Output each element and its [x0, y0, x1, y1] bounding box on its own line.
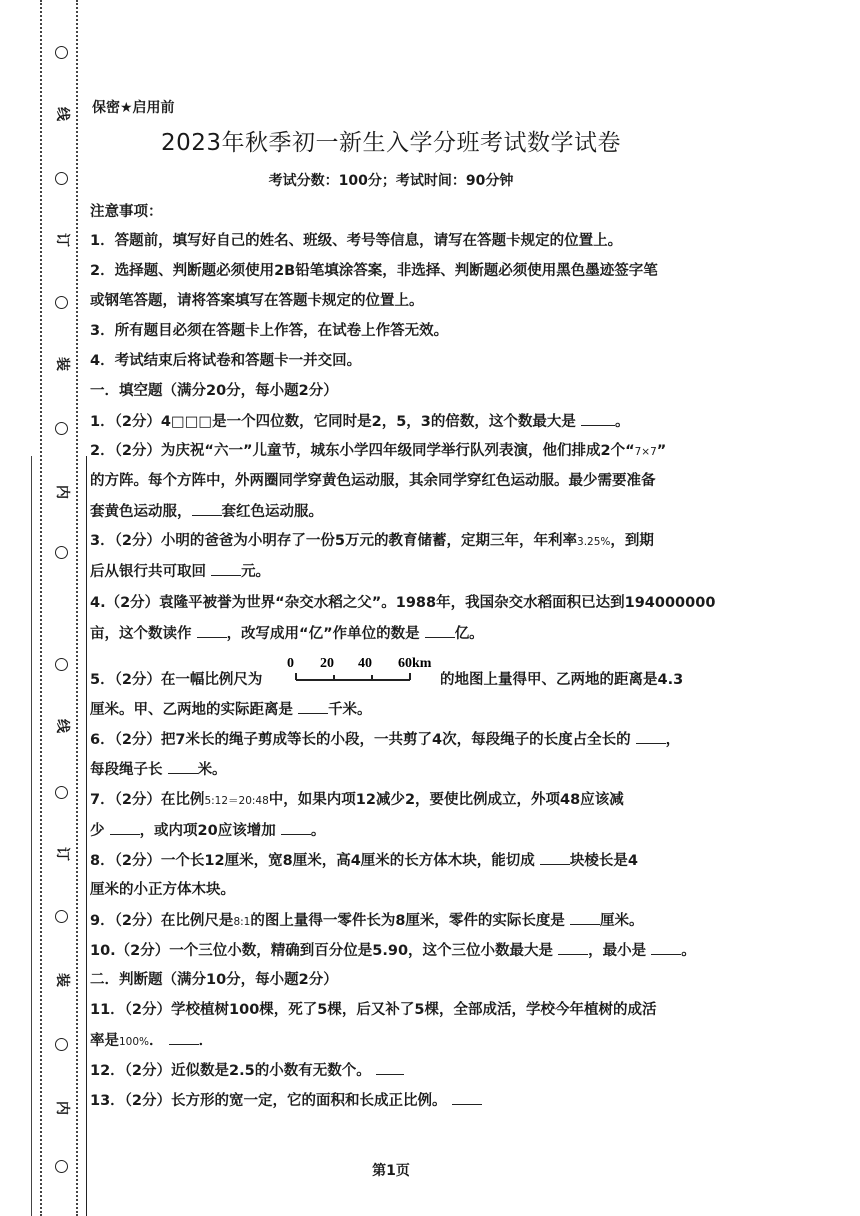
note-item: 2．选择题、判断题必须使用2B铅笔填涂答案，非选择、判断题必须使用黑色墨迹签字笔 — [90, 263, 658, 279]
note-item: 4．考试结束后将试卷和答题卡一并交回。 — [90, 353, 362, 369]
question-math: 7×7 — [634, 446, 657, 458]
question-text: 少 — [90, 823, 105, 839]
answer-blank[interactable] — [651, 940, 681, 955]
question-4: 4.（2分）袁隆平被誉为世界“杂交水稻之父”。1988年，我国杂交水稻面积已达到194000000 — [90, 595, 716, 611]
question-text: 。 — [681, 943, 696, 959]
page-title: 2023年秋季初一新生入学分班考试数学试卷 — [160, 130, 622, 156]
question-4-cont — [90, 623, 710, 644]
margin-label: 内 — [54, 485, 70, 499]
question-math: 100% — [119, 1036, 150, 1048]
question-text: 亩，这个数读作 — [90, 626, 192, 642]
answer-blank[interactable] — [169, 1030, 199, 1045]
question-text: 8．（2分）一个长12厘米，宽8厘米，高4厘米的长方体木块，能切成 — [90, 853, 535, 869]
notes-heading: 注意事项： — [90, 204, 163, 220]
question-text: 9．（2分）在比例尺是 — [90, 913, 234, 929]
question-text: 2．（2分）为庆祝“六一”儿童节，城东小学四年级同学举行队列表演，他们排成2个“ — [90, 443, 635, 459]
binding-hole-icon — [55, 296, 68, 309]
question-math: 5:12＝20:48 — [204, 795, 269, 807]
question-5-tail: 的地图上量得甲、乙两地的距离是4.3 — [440, 672, 684, 688]
note-item: 1．答题前，填写好自己的姓名、班级、考号等信息，请写在答题卡规定的位置上。 — [90, 233, 623, 249]
question-text: 千米。 — [328, 702, 372, 718]
question-13 — [90, 1090, 710, 1111]
question-7-cont — [90, 820, 710, 841]
question-text: 套红色运动服。 — [221, 504, 323, 520]
question-text: 的图上量得一零件长为8厘米，零件的实际长度是 — [250, 913, 565, 929]
margin-label: 内 — [54, 1101, 70, 1115]
question-text: 亿。 — [454, 626, 484, 642]
question-text: 套黄色运动服， — [90, 504, 192, 520]
answer-blank[interactable] — [636, 729, 666, 744]
margin-label: 订 — [54, 847, 70, 861]
question-9 — [90, 910, 710, 932]
question-text: ，改写成用“亿”作单位的数是 — [226, 626, 420, 642]
answer-blank[interactable] — [540, 850, 570, 865]
answer-blank[interactable] — [192, 501, 222, 516]
question-text: 10.（2分）一个三位小数，精确到百分位是5.90，这个三位小数最大是 — [90, 943, 554, 959]
answer-blank[interactable] — [281, 820, 311, 835]
binding-hole-icon — [55, 422, 68, 435]
question-text: 中，如果内项12减少2，要使比例成立，外项48应该减 — [268, 792, 624, 808]
question-text: 3．（2分）小明的爸爸为小明存了一份5万元的教育储蓄，定期三年，年利率 — [90, 533, 578, 549]
scale-label: 20 — [320, 656, 334, 671]
binding-hole-icon — [55, 46, 68, 59]
page-number: 第1页 — [372, 1163, 410, 1179]
question-text: ，最小是 — [588, 943, 647, 959]
question-text: 元。 — [241, 564, 271, 580]
question-8 — [90, 850, 710, 871]
question-text: 5．（2分）在一幅比例尺为 — [90, 672, 263, 688]
scale-label: 0 — [287, 656, 294, 671]
question-text: 13．（2分）长方形的宽一定，它的面积和长成正比例。 — [90, 1093, 447, 1109]
question-1 — [90, 411, 710, 432]
binding-hole-icon — [55, 910, 68, 923]
answer-blank[interactable] — [298, 699, 328, 714]
scale-bar — [284, 653, 444, 693]
note-item: 3．所有题目必须在答题卡上作答，在试卷上作答无效。 — [90, 323, 449, 339]
scale-label: 40 — [358, 656, 372, 671]
question-math: 8:1 — [233, 916, 251, 928]
question-text: 率是 — [90, 1033, 119, 1049]
question-text: ， — [665, 732, 681, 748]
question-text: 。 — [310, 823, 326, 839]
binding-hole-icon — [55, 1038, 68, 1051]
answer-blank[interactable] — [376, 1060, 404, 1075]
answer-blank[interactable] — [570, 910, 600, 925]
question-text: ，到期 — [610, 533, 654, 549]
answer-blank[interactable] — [168, 759, 198, 774]
section-heading: 二．判断题（满分10分，每小题2分） — [90, 972, 338, 988]
binding-solid-line — [86, 456, 87, 1216]
question-text: 1．（2分）4□□□是一个四位数，它同时是2，5，3的倍数，这个数最大是 — [90, 414, 576, 430]
answer-blank[interactable] — [581, 411, 615, 426]
section-heading: 一．填空题（满分20分，每小题2分） — [90, 383, 338, 399]
question-text: 12．（2分）近似数是2.5的小数有无数个。 — [90, 1063, 371, 1079]
question-2-cont: 的方阵。每个方阵中，外两圈同学穿黄色运动服，其余同学穿红色运动服。最少需要准备 — [90, 473, 656, 489]
answer-blank[interactable] — [197, 623, 227, 638]
margin-label: 装 — [54, 357, 70, 371]
scale-label: 60km — [398, 656, 432, 671]
question-3 — [90, 531, 710, 552]
question-text: 6．（2分）把7米长的绳子剪成等长的小段，一共剪了4次，每段绳子的长度占全长的 — [90, 732, 631, 748]
question-text: 7．（2分）在比例 — [90, 792, 205, 808]
question-11: 11．（2分）学校植树100棵，死了5棵，后又补了5棵，全部成活，学校今年植树的成活 — [90, 1002, 657, 1018]
question-text: ． — [149, 1033, 164, 1049]
answer-blank[interactable] — [558, 940, 588, 955]
answer-blank[interactable] — [211, 561, 241, 576]
question-6 — [90, 729, 710, 750]
binding-hole-icon — [55, 546, 68, 559]
binding-hole-icon — [55, 658, 68, 671]
question-text: ” — [656, 443, 667, 459]
question-5-cont — [90, 699, 710, 720]
question-12 — [90, 1060, 710, 1081]
answer-blank[interactable] — [425, 623, 455, 638]
margin-label: 订 — [54, 233, 70, 247]
question-text: 后从银行共可取回 — [90, 564, 206, 580]
margin-label: 线 — [54, 719, 70, 733]
question-text: ，或内项20应该增加 — [139, 823, 276, 839]
answer-blank[interactable] — [110, 820, 140, 835]
question-math: 3.25% — [577, 536, 611, 548]
question-7 — [90, 790, 710, 811]
exam-info: 考试分数：100分；考试时间：90分钟 — [268, 173, 514, 189]
answer-blank[interactable] — [452, 1090, 482, 1105]
question-8-cont: 厘米的小正方体木块。 — [90, 882, 235, 898]
question-2 — [90, 441, 710, 462]
question-11-cont — [90, 1030, 710, 1052]
confidential-mark: 保密★启用前 — [92, 100, 175, 116]
binding-hole-icon — [55, 786, 68, 799]
question-text: 。 — [614, 414, 630, 430]
margin-label: 线 — [54, 107, 70, 121]
question-text: 块棱长是4 — [569, 853, 638, 869]
question-text: 米。 — [197, 762, 227, 778]
question-text: 厘米。 — [600, 913, 644, 929]
question-text: ． — [198, 1033, 214, 1049]
question-text: 厘米。甲、乙两地的实际距离是 — [90, 702, 293, 718]
question-2-cont — [90, 501, 710, 522]
note-item: 或钢笔答题，请将答案填写在答题卡规定的位置上。 — [90, 293, 424, 309]
question-6-cont — [90, 759, 710, 780]
question-text: 每段绳子长 — [90, 762, 163, 778]
question-3-cont — [90, 561, 710, 582]
question-10 — [90, 940, 710, 961]
binding-solid-line-outer — [31, 456, 32, 1216]
margin-label: 装 — [54, 973, 70, 987]
